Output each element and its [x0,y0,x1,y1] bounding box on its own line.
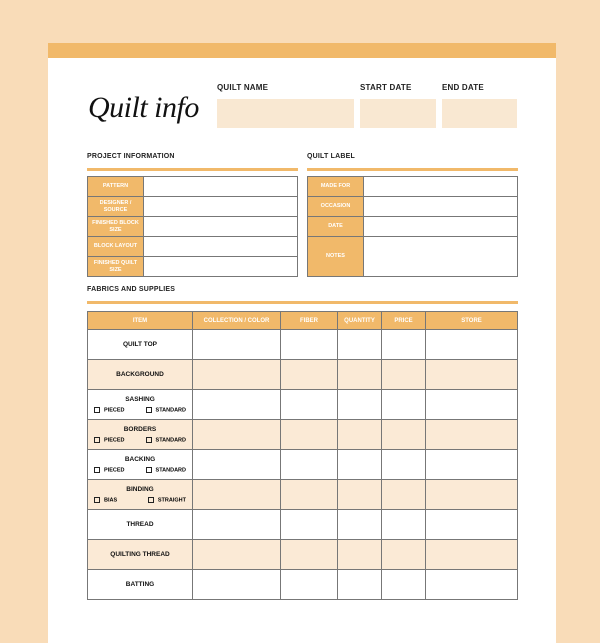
input-cell[interactable] [426,390,518,420]
option-checkbox[interactable] [94,467,124,473]
option-checkbox[interactable] [94,437,124,443]
option-label: STANDARD [155,437,186,444]
end-date-field[interactable] [442,99,517,128]
row-label: FINISHED BLOCK SIZE [88,217,144,237]
column-header: ITEM [88,312,193,330]
item-name: THREAD [126,521,154,528]
input-cell[interactable] [193,390,281,420]
input-cell[interactable] [281,510,338,540]
quilt-label-heading: QUILT LABEL [307,153,355,160]
row-input[interactable] [364,237,518,277]
project-row [88,257,298,277]
checkbox-icon[interactable] [94,437,100,443]
option-label: STRAIGHT [157,497,186,504]
checkbox-icon[interactable] [146,467,152,473]
row-input[interactable] [364,217,518,237]
input-cell[interactable] [338,420,382,450]
item-options [90,407,190,413]
divider [87,168,298,171]
row-label: BLOCK LAYOUT [88,237,144,257]
input-cell[interactable] [426,480,518,510]
option-label: PIECED [104,437,125,444]
input-cell[interactable] [426,540,518,570]
project-information-table [87,176,298,277]
end-date-label: END DATE [442,83,484,92]
input-cell[interactable] [338,570,382,600]
column-header: FIBER [281,312,338,330]
column-header: PRICE [382,312,426,330]
input-cell[interactable] [338,390,382,420]
input-cell[interactable] [426,450,518,480]
table-row [88,510,518,540]
option-checkbox[interactable] [94,497,117,503]
row-input[interactable] [144,177,298,197]
input-cell[interactable] [382,540,426,570]
start-date-label: START DATE [360,83,412,92]
option-label: STANDARD [155,467,186,474]
input-cell[interactable] [338,480,382,510]
input-cell[interactable] [281,480,338,510]
column-header: QUANTITY [338,312,382,330]
input-cell[interactable] [281,540,338,570]
row-label: FINISHED QUILT SIZE [88,257,144,277]
input-cell[interactable] [382,360,426,390]
input-cell[interactable] [338,510,382,540]
input-cell[interactable] [382,420,426,450]
item-name: QUILTING THREAD [110,551,170,558]
item-cell [88,570,193,600]
option-label: BIAS [104,497,118,504]
input-cell[interactable] [382,330,426,360]
column-header: COLLECTION / COLOR [193,312,281,330]
divider [87,301,518,304]
input-cell[interactable] [193,510,281,540]
input-cell[interactable] [426,510,518,540]
label-row [308,177,518,197]
table-row [88,450,518,480]
option-checkbox[interactable] [148,497,186,503]
row-input[interactable] [364,197,518,217]
table-row [88,420,518,450]
item-name: BACKING [124,455,156,463]
checkbox-icon[interactable] [94,497,100,503]
input-cell[interactable] [382,390,426,420]
table-row [88,480,518,510]
item-options [90,467,190,473]
page-title: Quilt info [88,91,199,124]
project-row [88,237,298,257]
input-cell[interactable] [426,330,518,360]
row-label: DESIGNER / SOURCE [88,197,144,217]
quilt-name-field[interactable] [217,99,354,128]
option-checkbox[interactable] [94,407,124,413]
item-name: BORDERS [123,425,157,433]
row-label: PATTERN [88,177,144,197]
checkbox-icon[interactable] [146,407,152,413]
input-cell[interactable] [338,330,382,360]
quilt-name-label: QUILT NAME [217,83,269,92]
checkbox-icon[interactable] [94,467,100,473]
item-cell [88,360,193,390]
item-cell [88,390,193,420]
item-name: BACKGROUND [116,371,164,378]
fabrics-supplies-heading: FABRICS AND SUPPLIES [87,286,176,293]
table-row [88,390,518,420]
input-cell[interactable] [281,360,338,390]
row-label: OCCASION [308,197,364,217]
row-label: MADE FOR [308,177,364,197]
input-cell[interactable] [382,510,426,540]
item-cell [88,480,193,510]
input-cell[interactable] [338,540,382,570]
input-cell[interactable] [338,360,382,390]
item-name: BINDING [126,485,154,493]
option-label: PIECED [104,467,125,474]
input-cell[interactable] [426,360,518,390]
project-row [88,217,298,237]
project-row [88,177,298,197]
option-label: STANDARD [155,407,186,414]
table-row [88,360,518,390]
row-input[interactable] [144,197,298,217]
table-row [88,330,518,360]
option-label: PIECED [104,407,125,414]
row-input[interactable] [144,257,298,277]
column-header: STORE [426,312,518,330]
project-information-heading: PROJECT INFORMATION [87,153,175,160]
input-cell[interactable] [193,360,281,390]
option-checkbox[interactable] [146,437,186,443]
option-checkbox[interactable] [146,407,186,413]
input-cell[interactable] [193,570,281,600]
item-cell [88,510,193,540]
input-cell[interactable] [281,330,338,360]
input-cell[interactable] [426,420,518,450]
row-label: NOTES [308,237,364,277]
table-row [88,570,518,600]
label-row [308,197,518,217]
row-label: DATE [308,217,364,237]
row-input[interactable] [364,177,518,197]
input-cell[interactable] [193,420,281,450]
input-cell[interactable] [193,540,281,570]
input-cell[interactable] [382,570,426,600]
checkbox-icon[interactable] [146,437,152,443]
item-name: SASHING [125,395,155,403]
project-row [88,197,298,217]
input-cell[interactable] [193,330,281,360]
option-checkbox[interactable] [146,467,186,473]
input-cell[interactable] [193,480,281,510]
divider [307,168,518,171]
quilt-label-table [307,176,518,277]
item-cell [88,450,193,480]
input-cell[interactable] [426,570,518,600]
input-cell[interactable] [382,480,426,510]
checkbox-icon[interactable] [94,407,100,413]
fabrics-supplies-table [87,311,518,600]
item-cell [88,540,193,570]
item-options [90,497,190,503]
input-cell[interactable] [281,450,338,480]
item-cell [88,420,193,450]
top-accent-band [48,43,556,58]
input-cell[interactable] [281,570,338,600]
item-options [90,437,190,443]
start-date-field[interactable] [360,99,436,128]
input-cell[interactable] [281,390,338,420]
item-cell [88,330,193,360]
input-cell[interactable] [193,450,281,480]
input-cell[interactable] [382,450,426,480]
row-input[interactable] [144,237,298,257]
checkbox-icon[interactable] [148,497,154,503]
table-row [88,540,518,570]
item-name: QUILT TOP [122,341,158,348]
input-cell[interactable] [338,450,382,480]
label-row [308,217,518,237]
label-row [308,237,518,277]
row-input[interactable] [144,217,298,237]
input-cell[interactable] [281,420,338,450]
item-name: BATTING [125,581,155,588]
